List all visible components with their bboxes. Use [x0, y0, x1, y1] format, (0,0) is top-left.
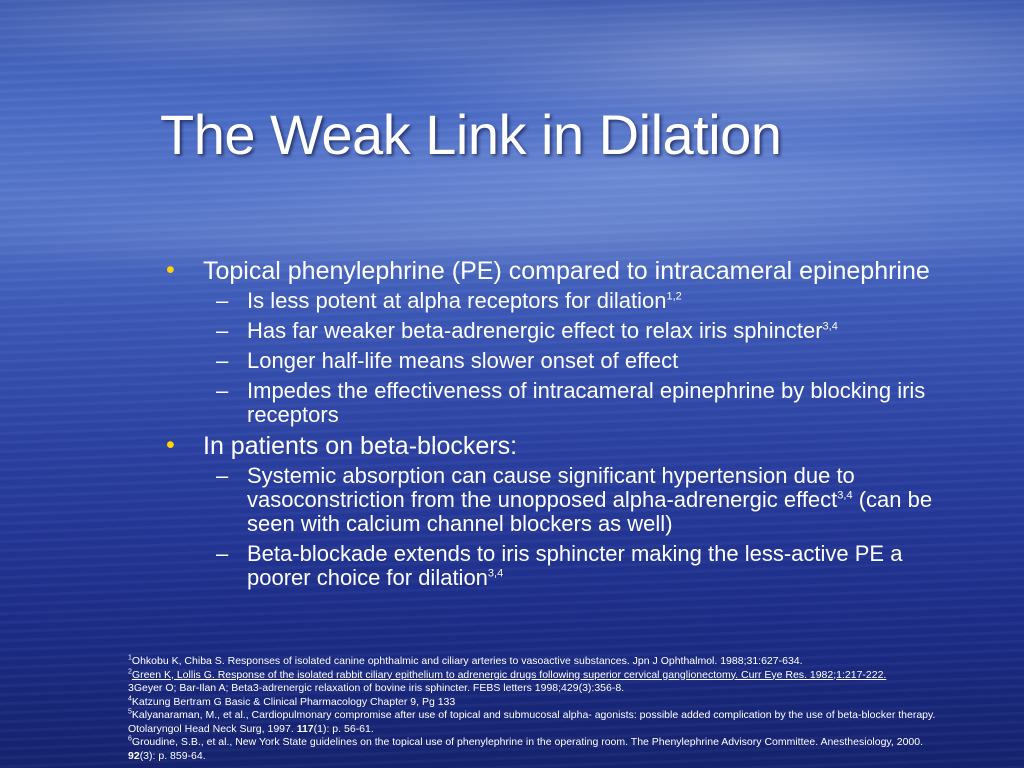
reference-line — [128, 696, 1018, 710]
sub-bullet-text: Is less potent at alpha receptors for dilation — [247, 288, 667, 313]
slide-title: The Weak Link in Dilation — [160, 103, 782, 166]
reference-number: 6 — [128, 735, 132, 743]
slide-body — [166, 258, 966, 596]
reference-text: Ohkobu K, Chiba S. Responses of isolated canine ophthalmic and ciliary arteries to vasoactive substances. Jpn J Ophthalmol. 1988;31:627-634. — [131, 655, 803, 667]
sub-bullet-text: Longer half-life means slower onset of effect — [247, 348, 679, 373]
sub-bullet-item — [166, 464, 966, 536]
sub-bullet-text: Impedes the effectiveness of intracameral epinephrine by blocking iris receptors — [247, 378, 926, 427]
reference-text: Groudine, S.B., et al., New York State guidelines on the topical use of phenylephrine in the operating room. The Phenylephrine Advisory Committee. Anesthesiology, 2000. — [131, 736, 924, 748]
bullet-item — [166, 258, 966, 285]
reference-number: 2 — [128, 668, 132, 675]
reference-text: 3Geyer O; Bar-Ilan A; Beta3-adrenergic relaxation of bovine iris sphincter. FEBS letters 1998;429(3):356-8. — [128, 682, 625, 694]
reference-number: 4 — [128, 695, 132, 702]
bullet-item — [166, 433, 966, 460]
reference-volume: 117 — [296, 722, 314, 735]
dash-icon: – — [216, 318, 229, 343]
bullet-text: In patients on beta-blockers: — [203, 432, 518, 460]
citation-sup: 1,2 — [666, 290, 682, 303]
sub-bullet-text: Systemic absorption can cause significant hypertension due to vasoconstriction from the unopposed alpha-adrenergic effect — [247, 463, 855, 512]
reference-number: 1 — [128, 654, 132, 662]
sub-bullet-text: Beta-blockade extends to iris sphincter making the less-active PE a poorer choice for dilation — [247, 541, 903, 590]
sub-bullet-text: Has far weaker beta-adrenergic effect to relax iris sphincter — [247, 318, 823, 343]
bullet-text: Topical phenylephrine (PE) compared to intracameral epinephrine — [203, 257, 930, 285]
citation-sup: 3,4 — [837, 489, 853, 502]
reference-line — [128, 750, 1018, 764]
reference-line — [128, 709, 1018, 723]
reference-line — [128, 682, 1018, 696]
reference-line — [128, 655, 1018, 669]
reference-pages: (3): p. 859-64. — [139, 749, 206, 762]
reference-pages: (1): p. 56-61. — [313, 722, 374, 735]
dash-icon: – — [216, 348, 229, 373]
dash-icon: – — [216, 463, 229, 488]
bullet-dot-icon: • — [166, 431, 175, 459]
dash-icon: – — [216, 288, 229, 313]
sub-bullet-item — [166, 349, 966, 373]
reference-text: Green K, Lollis G. Response of the isolated rabbit ciliary epithelium to adrenergic drugs following superior cervical ganglionectomy. Curr Eye Res. 1982;1:217-222. — [131, 668, 887, 681]
sub-bullet-item — [166, 319, 966, 343]
reference-text: Kalyanaraman, M., et al., Cardiopulmonary compromise after use of topical and submucosal alpha- agonists: possible added complication by the use of beta-blocker therapy. — [131, 709, 936, 721]
reference-volume: 92 — [128, 749, 140, 762]
reference-line — [128, 669, 1018, 683]
references — [128, 655, 1018, 763]
bullet-dot-icon: • — [166, 256, 175, 284]
dash-icon: – — [216, 541, 229, 566]
sub-bullet-item — [166, 542, 966, 590]
reference-line — [128, 723, 1018, 737]
sub-bullet-item — [166, 379, 966, 427]
reference-text: Otolaryngol Head Neck Surg, 1997. — [128, 722, 297, 735]
sub-bullet-item — [166, 289, 966, 313]
citation-sup: 3,4 — [822, 320, 838, 333]
reference-line — [128, 736, 1018, 750]
reference-text: Katzung Bertram G Basic & Clinical Pharmacology Chapter 9, Pg 133 — [131, 695, 456, 708]
sub-bullet-tail: (can be seen with calcium channel blockers as well) — [247, 487, 933, 536]
dash-icon: – — [216, 378, 229, 403]
citation-sup: 3,4 — [487, 567, 504, 580]
reference-number: 5 — [128, 708, 132, 716]
